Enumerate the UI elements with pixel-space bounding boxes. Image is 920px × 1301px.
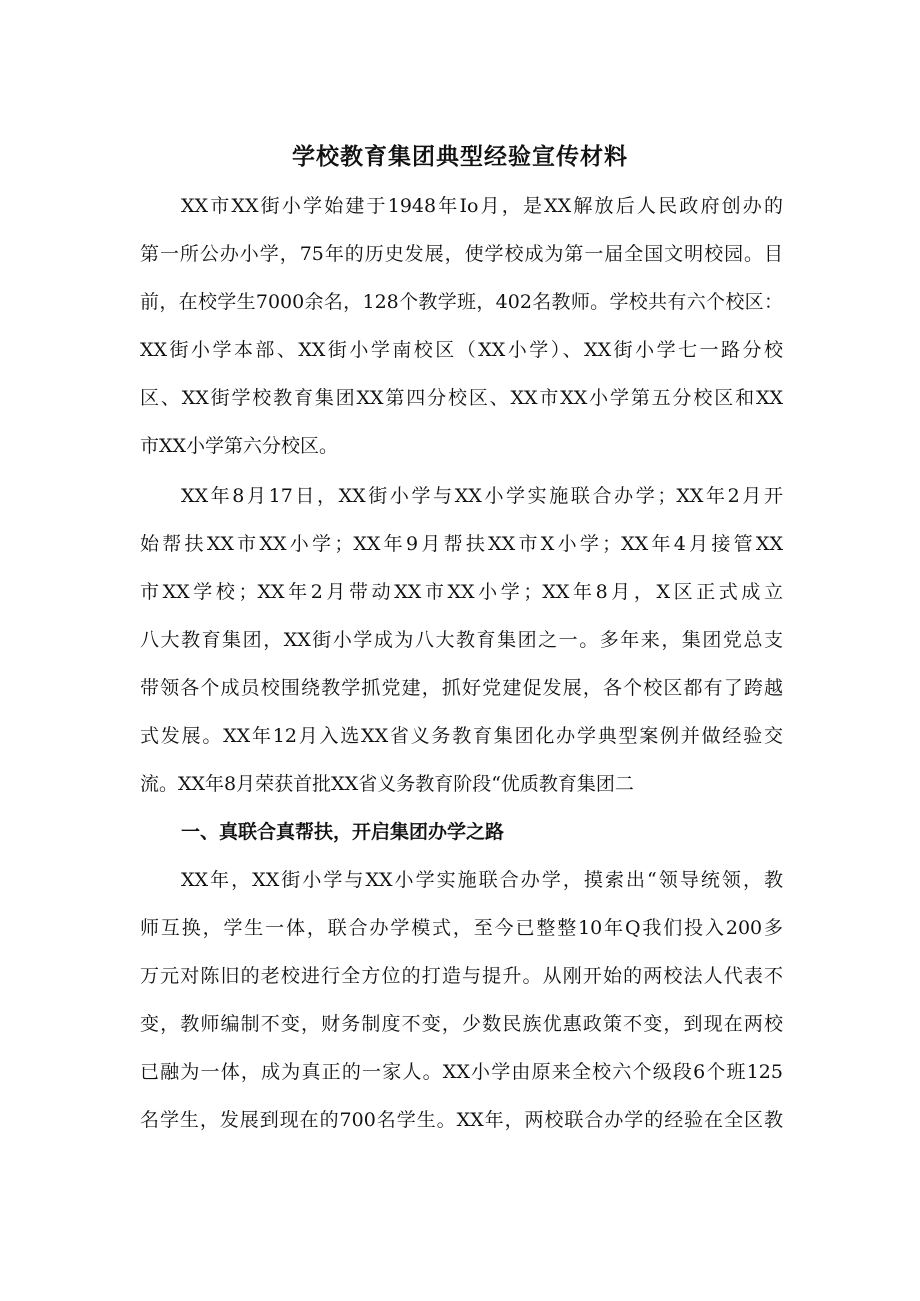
paragraph-3-line-1: XX年，XX街小学与XX小学实施联合办学，摸索出“领导统领，教 xyxy=(181,869,783,891)
paragraph-2-line-7: 流。XX年8月荣获首批XX省义务教育阶段“优质教育集团二 xyxy=(140,773,634,795)
paragraph-2-line-5: 带领各个成员校围绕教学抓党建，抓好党建促发展，各个校区都有了跨越 xyxy=(140,677,783,699)
paragraph-3-line-3: 万元对陈旧的老校进行全方位的打造与提升。从刚开始的两校法人代表不 xyxy=(140,965,783,987)
paragraph-1-line-6: 市XX小学第六分校区。 xyxy=(140,435,339,457)
paragraph-2-line-1: XX年8月17日，XX街小学与XX小学实施联合办学；XX年2月开 xyxy=(181,485,783,507)
document-title: 学校教育集团典型经验宣传材料 xyxy=(292,143,628,170)
paragraph-1-line-3: 前，在校学生7000余名，128个教学班，402名教师。学校共有六个校区： xyxy=(140,291,783,313)
paragraph-3-line-6: 名学生，发展到现在的700名学生。XX年，两校联合办学的经验在全区教 xyxy=(140,1109,783,1131)
section-1-heading: 一、真联合真帮扶，开启集团办学之路 xyxy=(181,821,505,843)
paragraph-2-line-6: 式发展。XX年12月入选XX省义务教育集团化办学典型案例并做经验交 xyxy=(140,725,783,747)
paragraph-2-line-4: 八大教育集团，XX街小学成为八大教育集团之一。多年来，集团党总支 xyxy=(140,629,783,651)
paragraph-3-line-5: 已融为一体，成为真正的一家人。XX小学由原来全校六个级段6个班125 xyxy=(140,1061,783,1083)
paragraph-1-line-1: XX市XX街小学始建于1948年Io月，是XX解放后人民政府创办的 xyxy=(181,195,783,217)
paragraph-3-line-2: 师互换，学生一体，联合办学模式，至今已整整10年Q我们投入200多 xyxy=(140,917,783,939)
paragraph-1-line-5: 区、XX街学校教育集团XX第四分校区、XX市XX小学第五分校区和XX xyxy=(140,387,783,409)
paragraph-2-line-3: 市XX学校；XX年2月带动XX市XX小学；XX年8月，X区正式成立 xyxy=(140,581,783,603)
paragraph-1-line-2: 第一所公办小学，75年的历史发展，使学校成为第一届全国文明校园。目 xyxy=(140,243,783,265)
paragraph-3-line-4: 变，教师编制不变，财务制度不变，少数民族优惠政策不变，到现在两校 xyxy=(140,1013,783,1035)
paragraph-1-line-4: XX街小学本部、XX街小学南校区（XX小学）、XX街小学七一路分校 xyxy=(140,339,783,361)
paragraph-2-line-2: 始帮扶XX市XX小学；XX年9月帮扶XX市X小学；XX年4月接管XX xyxy=(140,533,783,555)
